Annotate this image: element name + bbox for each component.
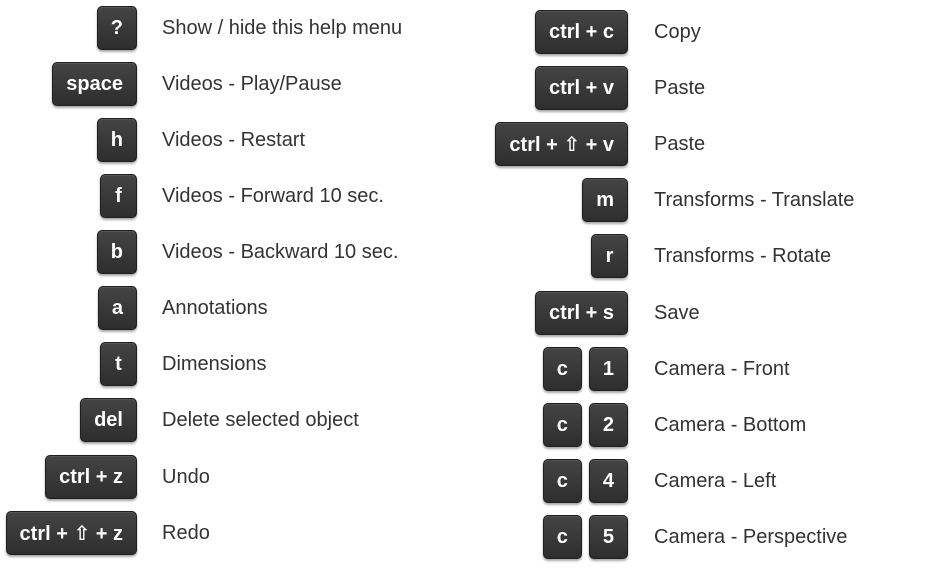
keycap: ? — [97, 6, 137, 50]
shortcut-row — [0, 511, 470, 555]
keycap: r — [591, 234, 628, 278]
keycap: ctrl + ⇧ + z — [6, 511, 137, 555]
key-group — [97, 230, 137, 274]
shortcut-row — [0, 62, 470, 106]
key-group — [582, 178, 628, 222]
shortcut-label: Save — [654, 302, 700, 324]
shortcut-label: Transforms - Rotate — [654, 245, 832, 267]
shortcut-label: Videos - Forward 10 sec. — [162, 185, 384, 207]
keycap: 5 — [589, 515, 628, 559]
shortcut-label: Transforms - Translate — [654, 189, 855, 211]
key-group — [591, 234, 628, 278]
keycap: 2 — [589, 403, 628, 447]
key-group — [52, 62, 137, 106]
keycap: space — [52, 62, 137, 106]
key-group — [535, 291, 628, 335]
keycap: c — [543, 515, 582, 559]
key-group — [495, 122, 628, 166]
keycap: c — [543, 403, 582, 447]
keycap: c — [543, 347, 582, 391]
shortcut-label: Camera - Left — [654, 470, 777, 492]
shortcut-row — [470, 122, 933, 166]
keycap: ctrl + ⇧ + v — [495, 122, 628, 166]
shortcut-label: Camera - Bottom — [654, 414, 807, 436]
key-group — [80, 398, 137, 442]
shortcut-label: Show / hide this help menu — [162, 17, 403, 39]
shortcut-label: Copy — [654, 21, 701, 43]
key-group — [100, 174, 137, 218]
keycap: 1 — [589, 347, 628, 391]
shortcut-label: Videos - Restart — [162, 129, 306, 151]
shortcut-label: Videos - Backward 10 sec. — [162, 241, 399, 263]
keycap: ctrl + c — [535, 10, 628, 54]
shortcut-row — [470, 10, 933, 54]
shortcut-row — [0, 118, 470, 162]
shortcut-label: Delete selected object — [162, 409, 359, 431]
keycap: 4 — [589, 459, 628, 503]
keycap: h — [97, 118, 137, 162]
keycap: t — [100, 342, 137, 386]
shortcut-label: Annotations — [162, 297, 268, 319]
key-group — [98, 286, 137, 330]
key-group — [97, 6, 137, 50]
keycap: del — [80, 398, 137, 442]
shortcut-row — [470, 66, 933, 110]
key-group — [543, 459, 628, 503]
shortcut-label: Undo — [162, 466, 210, 488]
shortcut-row — [0, 455, 470, 499]
key-group — [45, 455, 137, 499]
shortcut-label: Redo — [162, 522, 210, 544]
keycap: b — [97, 230, 137, 274]
shortcut-label: Paste — [654, 77, 706, 99]
shortcut-row — [470, 178, 933, 222]
key-group — [543, 515, 628, 559]
shortcut-label: Paste — [654, 133, 706, 155]
key-group — [97, 118, 137, 162]
shortcut-label: Camera - Perspective — [654, 526, 848, 548]
keycap: a — [98, 286, 137, 330]
key-group — [535, 10, 628, 54]
shortcut-row — [0, 174, 470, 218]
shortcut-label: Dimensions — [162, 353, 267, 375]
shortcut-row — [470, 234, 933, 278]
keycap: ctrl + v — [535, 66, 628, 110]
shortcut-row — [470, 347, 933, 391]
shortcut-row — [470, 291, 933, 335]
keycap: ctrl + z — [45, 455, 137, 499]
keycap: f — [100, 174, 137, 218]
shortcut-row — [0, 342, 470, 386]
shortcut-row — [0, 230, 470, 274]
shortcut-row — [470, 403, 933, 447]
shortcut-row — [470, 459, 933, 503]
key-group — [100, 342, 137, 386]
keycap: m — [582, 178, 628, 222]
keycap: ctrl + s — [535, 291, 628, 335]
shortcut-row — [470, 515, 933, 559]
key-group — [543, 347, 628, 391]
key-group — [6, 511, 137, 555]
shortcut-row — [0, 6, 470, 50]
keycap: c — [543, 459, 582, 503]
shortcut-label: Camera - Front — [654, 358, 790, 380]
shortcut-label: Videos - Play/Pause — [162, 73, 342, 95]
key-group — [535, 66, 628, 110]
key-group — [543, 403, 628, 447]
shortcut-row — [0, 286, 470, 330]
shortcut-row — [0, 398, 470, 442]
